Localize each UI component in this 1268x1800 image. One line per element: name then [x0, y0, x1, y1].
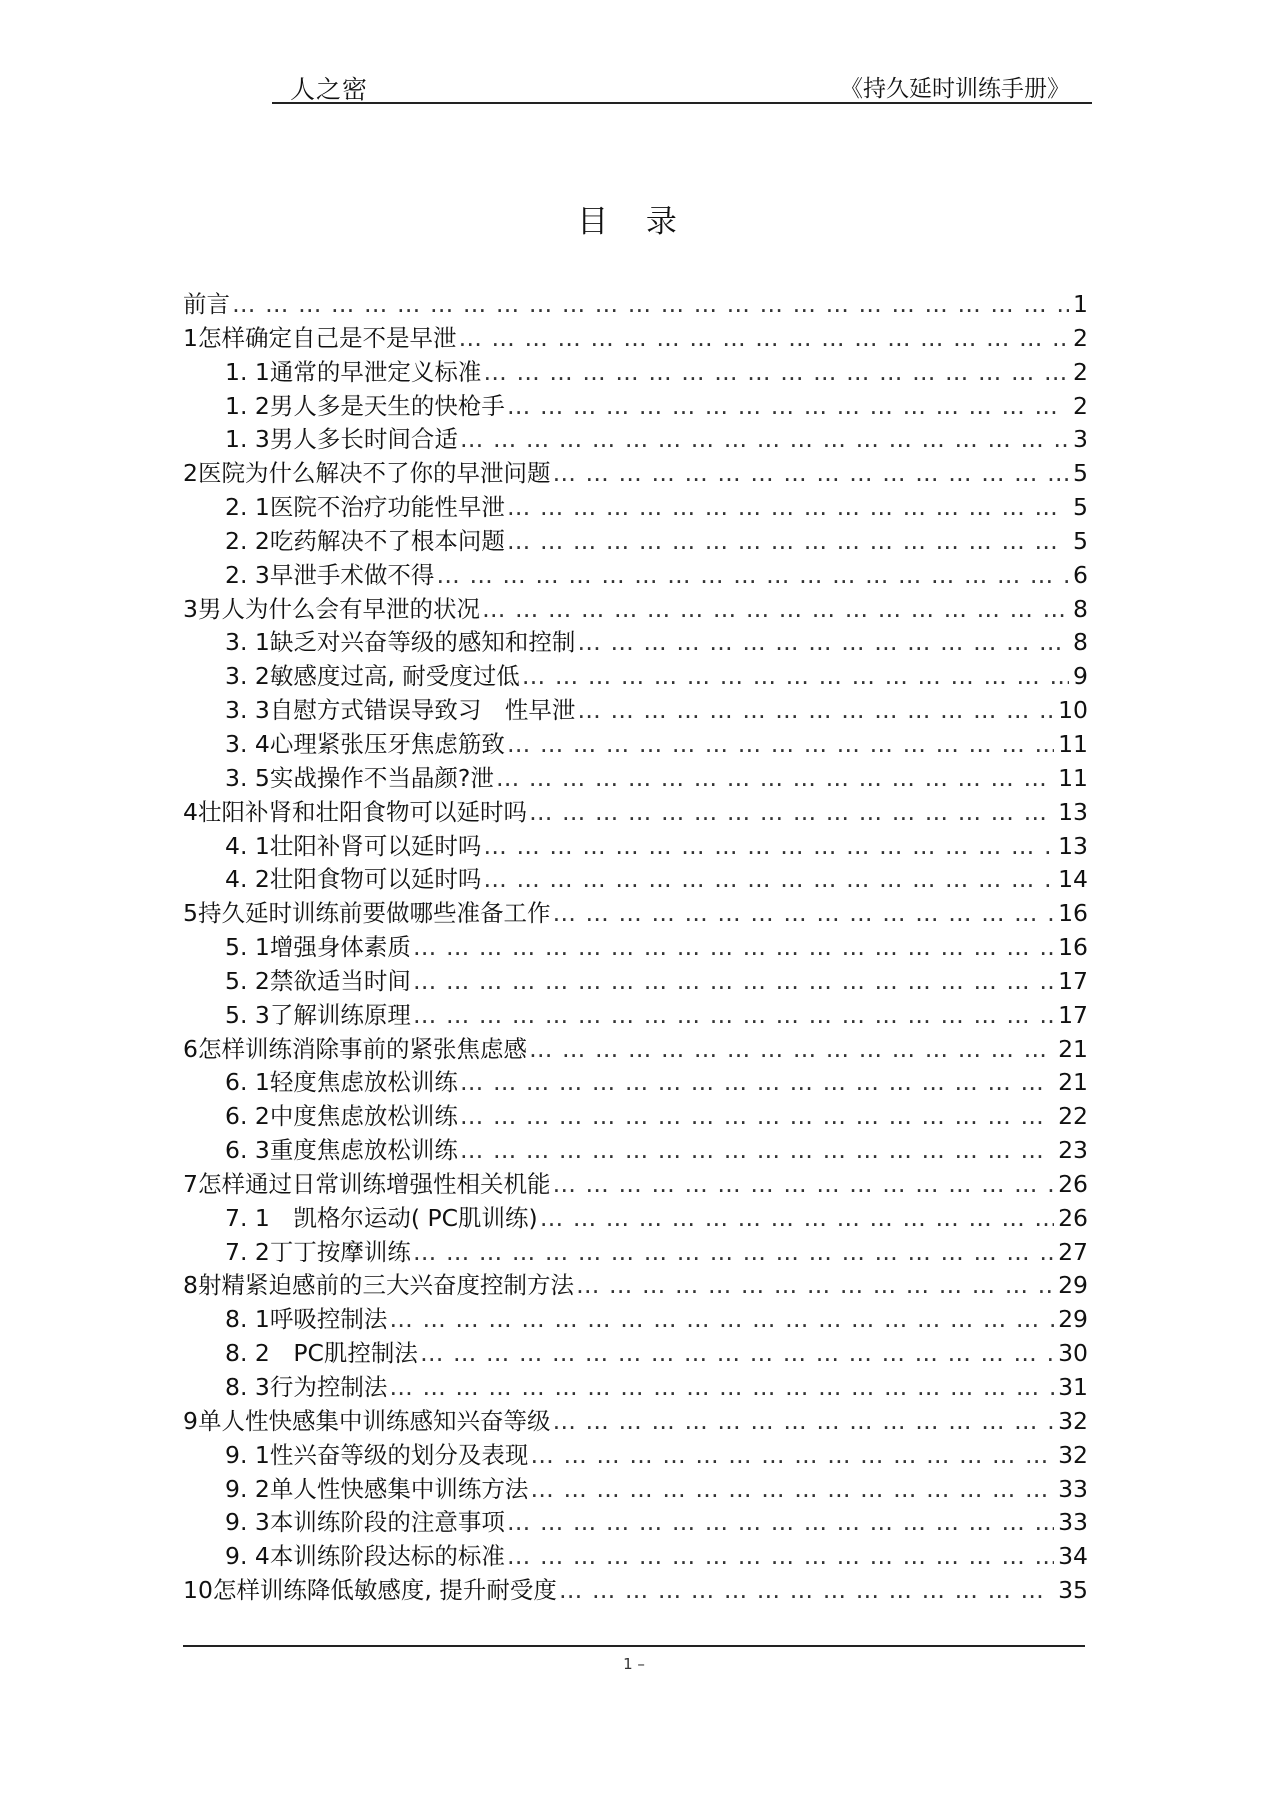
toc-entry-page: 10 — [1058, 696, 1088, 725]
toc-entry-page: 26 — [1058, 1203, 1088, 1232]
toc-entry-label: 9. 4本训练阶段达标的标准 — [225, 1542, 505, 1571]
toc-section-entry[interactable] — [183, 1506, 1088, 1540]
toc-section-entry[interactable] — [183, 1066, 1088, 1100]
toc-entry-page: 17 — [1058, 1000, 1088, 1029]
toc-entry-label: 7. 2丁丁按摩训练 — [225, 1237, 411, 1266]
toc-entry-label: 9. 2单人性快感集中训练方法 — [225, 1474, 529, 1503]
toc-entry-page: 23 — [1058, 1136, 1088, 1165]
toc-dot-leader — [559, 1574, 1054, 1608]
toc-entry-label: 2医院为什么解决不了你的早泄问题 — [183, 459, 551, 488]
toc-dot-leader — [507, 728, 1054, 762]
toc-entry-page: 27 — [1058, 1237, 1088, 1266]
toc-section-entry[interactable] — [183, 1473, 1088, 1507]
toc-entry-label: 5持久延时训练前要做哪些准备工作 — [183, 899, 551, 928]
toc-entry-page: 31 — [1058, 1373, 1088, 1401]
toc-entry-page: 3 — [1073, 425, 1088, 454]
toc-dot-leader — [507, 1506, 1054, 1540]
toc-entry-page: 29 — [1058, 1271, 1088, 1300]
toc-entry-page: 35 — [1058, 1576, 1088, 1605]
toc-section-entry[interactable] — [183, 626, 1088, 660]
toc-entry-label: 6怎样训练消除事前的紧张焦虑感 — [183, 1034, 527, 1063]
toc-dot-leader — [552, 1405, 1054, 1439]
toc-dot-leader — [482, 593, 1069, 627]
toc-entry-label: 5. 3了解训练原理 — [225, 1000, 411, 1029]
toc-entry-label: 3. 1缺乏对兴奋等级的感知和控制 — [225, 628, 576, 657]
toc-entry-page: 32 — [1058, 1406, 1088, 1435]
toc-dot-leader — [530, 1473, 1054, 1507]
toc-entry-page: 33 — [1058, 1508, 1088, 1537]
toc-entry-page: 5 — [1073, 493, 1088, 522]
toc-section-entry[interactable] — [183, 491, 1088, 525]
toc-dot-leader — [507, 390, 1069, 424]
toc-entry-label: 1. 1通常的早泄定义标准 — [225, 357, 482, 386]
toc-dot-leader — [483, 863, 1054, 897]
toc-dot-leader — [413, 965, 1054, 999]
toc-heading: 目 录 — [577, 204, 691, 240]
toc-entry-label: 3. 2敏感度过高, 耐受度过低 — [225, 662, 520, 691]
toc-entry-label: 6. 3重度焦虑放松训练 — [225, 1136, 458, 1165]
toc-dot-leader — [496, 762, 1054, 796]
toc-section-entry[interactable] — [183, 1100, 1088, 1134]
toc-section-entry[interactable] — [183, 830, 1088, 864]
toc-section-entry[interactable] — [183, 660, 1088, 694]
toc-dot-leader — [389, 1371, 1054, 1405]
toc-chapter-entry[interactable] — [183, 322, 1088, 356]
toc-dot-leader — [483, 830, 1054, 864]
toc-entry-page: 33 — [1058, 1474, 1088, 1503]
toc-entry-page: 29 — [1058, 1305, 1088, 1334]
toc-entry-page: 32 — [1058, 1440, 1088, 1469]
toc-dot-leader — [577, 626, 1069, 660]
toc-dot-leader — [552, 457, 1069, 491]
toc-dot-leader — [576, 1269, 1054, 1303]
toc-section-entry[interactable] — [183, 1439, 1088, 1473]
toc-dot-leader — [507, 491, 1069, 525]
toc-section-entry[interactable] — [183, 1236, 1088, 1270]
toc-entry-label: 6. 1轻度焦虑放松训练 — [225, 1068, 458, 1097]
toc-entry-page: 30 — [1058, 1339, 1088, 1368]
toc-section-entry[interactable] — [183, 965, 1088, 999]
toc-dot-leader — [529, 1033, 1054, 1067]
toc-entry-page: 34 — [1058, 1542, 1088, 1571]
toc-entry-label: 1. 3男人多长时间合适 — [225, 425, 458, 454]
toc-entry-label: 9. 1性兴奋等级的划分及表现 — [225, 1440, 529, 1469]
toc-section-entry[interactable] — [183, 356, 1088, 390]
toc-dot-leader — [552, 1168, 1054, 1202]
toc-entry-label: 8. 2 PC肌控制法 — [225, 1339, 418, 1368]
toc-entry-page: 14 — [1058, 865, 1088, 894]
toc-entry-label: 3. 4心理紧张压牙焦虑筋致 — [225, 729, 505, 758]
toc-entry-label: 9. 3本训练阶段的注意事项 — [225, 1508, 505, 1537]
toc-section-entry[interactable] — [183, 999, 1088, 1033]
toc-entry-label: 3. 3自慰方式错误导致习 性早泄 — [225, 696, 576, 725]
toc-section-entry[interactable] — [183, 559, 1088, 593]
toc-entry-page: 5 — [1073, 459, 1088, 488]
toc-section-entry[interactable] — [183, 1202, 1088, 1236]
toc-entry-label: 4壮阳补肾和壮阳食物可以延时吗 — [183, 797, 527, 826]
toc-chapter-entry[interactable] — [183, 288, 1088, 322]
toc-entry-page: 16 — [1058, 933, 1088, 962]
toc-section-entry[interactable] — [183, 931, 1088, 965]
toc-entry-label: 1怎样确定自己是不是早泄 — [183, 323, 457, 352]
toc-entry-label: 8. 3行为控制法 — [225, 1373, 388, 1401]
page-number: 1 – — [623, 1655, 645, 1673]
table-of-contents — [183, 288, 1088, 1608]
toc-chapter-entry[interactable] — [183, 1033, 1088, 1067]
toc-entry-page: 8 — [1073, 628, 1088, 657]
toc-entry-page: 21 — [1058, 1034, 1088, 1063]
toc-section-entry[interactable] — [183, 1337, 1088, 1371]
toc-chapter-entry[interactable] — [183, 897, 1088, 931]
toc-entry-page: 22 — [1058, 1102, 1088, 1131]
toc-chapter-entry[interactable] — [183, 1269, 1088, 1303]
toc-chapter-entry[interactable] — [183, 1574, 1088, 1608]
toc-entry-label: 5. 2禁欲适当时间 — [225, 966, 411, 995]
toc-entry-label: 4. 1壮阳补肾可以延时吗 — [225, 831, 482, 860]
toc-entry-label: 8. 1呼吸控制法 — [225, 1305, 388, 1334]
toc-dot-leader — [413, 999, 1054, 1033]
toc-entry-page: 17 — [1058, 966, 1088, 995]
toc-entry-label: 9单人性快感集中训练感知兴奋等级 — [183, 1406, 551, 1435]
header-author: 人之密 — [290, 75, 369, 104]
toc-dot-leader — [232, 288, 1069, 322]
toc-entry-page: 26 — [1058, 1169, 1088, 1198]
toc-section-entry[interactable] — [183, 423, 1088, 457]
toc-dot-leader — [389, 1303, 1054, 1337]
toc-section-entry[interactable] — [183, 1134, 1088, 1168]
toc-entry-label: 3男人为什么会有早泄的状况 — [183, 594, 480, 623]
toc-entry-page: 1 — [1073, 290, 1088, 318]
toc-entry-label: 2. 1医院不治疗功能性早泄 — [225, 493, 505, 522]
toc-entry-label: 2. 3早泄手术做不得 — [225, 560, 435, 589]
toc-section-entry[interactable] — [183, 1303, 1088, 1337]
toc-entry-page: 16 — [1058, 899, 1088, 928]
toc-dot-leader — [460, 1066, 1054, 1100]
toc-entry-page: 21 — [1058, 1068, 1088, 1097]
toc-dot-leader — [522, 660, 1069, 694]
toc-entry-label: 6. 2中度焦虑放松训练 — [225, 1102, 458, 1131]
toc-chapter-entry[interactable] — [183, 796, 1088, 830]
toc-section-entry[interactable] — [183, 762, 1088, 796]
toc-entry-page: 13 — [1058, 831, 1088, 860]
toc-dot-leader — [483, 356, 1069, 390]
toc-dot-leader — [529, 796, 1054, 830]
toc-entry-label: 5. 1增强身体素质 — [225, 933, 411, 962]
toc-entry-page: 13 — [1058, 797, 1088, 826]
toc-chapter-entry[interactable] — [183, 593, 1088, 627]
toc-dot-leader — [552, 897, 1054, 931]
toc-chapter-entry[interactable] — [183, 1168, 1088, 1202]
toc-section-entry[interactable] — [183, 525, 1088, 559]
toc-entry-page: 2 — [1073, 391, 1088, 420]
toc-entry-label: 2. 2吃药解决不了根本问题 — [225, 526, 505, 555]
toc-section-entry[interactable] — [183, 390, 1088, 424]
toc-entry-label: 7. 1 凯格尔运动( PC肌训练) — [225, 1203, 538, 1232]
toc-section-entry[interactable] — [183, 728, 1088, 762]
toc-entry-page: 11 — [1058, 763, 1088, 792]
toc-dot-leader — [577, 694, 1054, 728]
toc-entry-page: 11 — [1058, 729, 1088, 758]
toc-dot-leader — [460, 423, 1069, 457]
toc-dot-leader — [436, 559, 1069, 593]
toc-section-entry[interactable] — [183, 1371, 1088, 1405]
toc-entry-label: 4. 2壮阳食物可以延时吗 — [225, 865, 482, 894]
toc-entry-label: 前言 — [183, 290, 230, 318]
toc-entry-label: 1. 2男人多是天生的快枪手 — [225, 391, 505, 420]
header-book-title: 《持久延时训练手册》 — [840, 76, 1070, 102]
toc-entry-page: 5 — [1073, 526, 1088, 555]
toc-chapter-entry[interactable] — [183, 1405, 1088, 1439]
toc-dot-leader — [420, 1337, 1054, 1371]
toc-section-entry[interactable] — [183, 1540, 1088, 1574]
toc-section-entry[interactable] — [183, 863, 1088, 897]
toc-dot-leader — [540, 1202, 1054, 1236]
toc-section-entry[interactable] — [183, 694, 1088, 728]
toc-chapter-entry[interactable] — [183, 457, 1088, 491]
toc-entry-page: 2 — [1073, 357, 1088, 386]
toc-entry-label: 3. 5实战操作不当晶颜?泄 — [225, 763, 494, 792]
toc-dot-leader — [413, 1236, 1054, 1270]
page-header — [272, 66, 1092, 104]
toc-entry-label: 10怎样训练降低敏感度, 提升耐受度 — [183, 1576, 557, 1605]
toc-dot-leader — [507, 1540, 1054, 1574]
toc-dot-leader — [530, 1439, 1054, 1473]
toc-dot-leader — [507, 525, 1069, 559]
toc-entry-label: 8射精紧迫感前的三大兴奋度控制方法 — [183, 1271, 574, 1300]
footer-divider — [183, 1645, 1085, 1647]
toc-dot-leader — [413, 931, 1054, 965]
toc-dot-leader — [458, 322, 1069, 356]
toc-entry-page: 6 — [1073, 560, 1088, 589]
toc-dot-leader — [460, 1100, 1054, 1134]
toc-entry-page: 9 — [1073, 662, 1088, 691]
toc-entry-page: 8 — [1073, 594, 1088, 623]
toc-entry-label: 7怎样通过日常训练增强性相关机能 — [183, 1169, 551, 1198]
toc-entry-page: 2 — [1073, 323, 1088, 352]
toc-dot-leader — [460, 1134, 1054, 1168]
